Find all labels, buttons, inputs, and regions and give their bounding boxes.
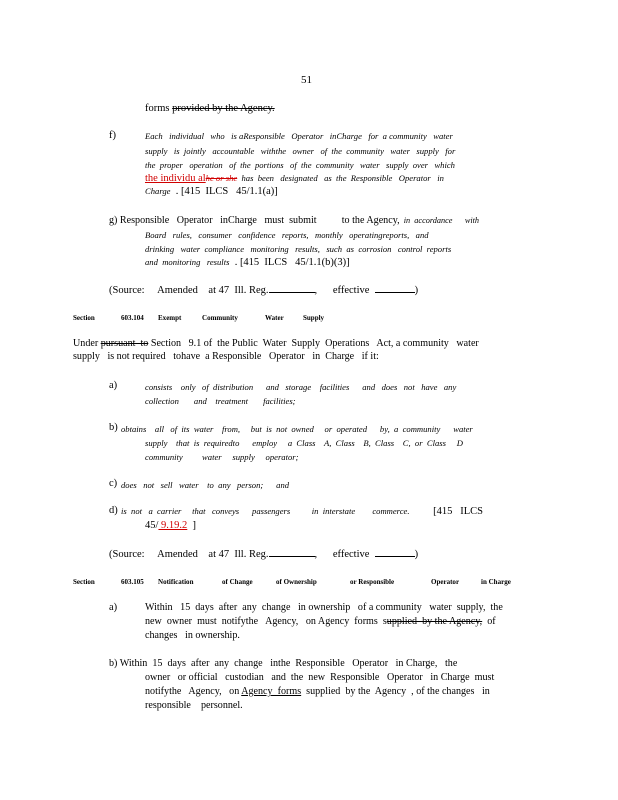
item-b2-line-4: responsible personnel. (145, 700, 243, 711)
page-number: 51 (301, 74, 312, 86)
item-a2-line-1: Within 15 days after any change in ownership of a community water supply, the (145, 602, 503, 613)
section-105-word-5: of Ownership (276, 577, 317, 586)
under-word: Under (73, 338, 101, 349)
item-a2-line-3: changes in ownership. (145, 630, 240, 641)
effective-blank (375, 547, 415, 557)
section-104-word-6: Supply (303, 313, 325, 322)
item-g-line-3: drinking water compliance monitoring results, such as corrosion control reports (145, 244, 452, 254)
source-note-1 (109, 283, 418, 297)
deleted-text: he or she (205, 173, 238, 183)
item-a2-line-2-end: of (482, 616, 496, 627)
section-104-word-5: Water (265, 313, 284, 322)
item-g-citation: . [415 ILCS 45/1.1(b)(3)] (229, 257, 350, 268)
under-line-2: supply is not required tohave a Responsible Operator in Charge if it: (73, 351, 379, 362)
register-blank (269, 547, 315, 557)
section-104-word-1: Section (73, 313, 95, 322)
item-d1-line-1 (121, 505, 483, 518)
item-f-line-5 (145, 185, 278, 198)
item-b2-line-3-text: notifythe Agency, on (145, 686, 242, 697)
item-a2-line-2 (145, 616, 496, 628)
item-b1-line-3: community water supply operator; (145, 452, 299, 462)
item-b2-line-3 (145, 686, 490, 698)
item-g-line-2: Board rules, consumer confidence reports, monthly operatingreports, and (145, 230, 429, 240)
source-suffix: ) (414, 285, 419, 296)
section-105-word-4: of Change (222, 577, 253, 586)
source-prefix: (Source: Amended at 47 Ill. Reg. (109, 285, 269, 296)
item-g-line-4-italic: and monitoring results (145, 257, 230, 267)
item-f-line-4 (145, 172, 444, 185)
item-f-label: f) (109, 130, 116, 141)
item-d1-line-2 (145, 520, 196, 532)
item-d1-cite-suffix: ] (187, 520, 197, 531)
source-suffix: ) (414, 549, 419, 560)
item-d1-italic: is not a carrier that conveys passengers in interstate commerce. (121, 506, 410, 516)
inserted-text: the individu al (145, 173, 206, 184)
under-line-1-rest: Section 9.1 of the Public Water Supply Operations Act, a community water (148, 338, 479, 349)
item-b1-line-2: supply that is requiredto employ a Class A, Class B, Class C, or Class D (145, 438, 463, 448)
forms-text: forms (145, 103, 173, 114)
deleted-text: upplied by the Agency, (386, 616, 483, 627)
section-105-word-1: Section (73, 577, 95, 586)
item-g-line-4 (145, 256, 350, 269)
deleted-text: pursuant to (100, 338, 149, 349)
item-a1-line-2: collection and treatment facilities; (145, 396, 296, 406)
source-prefix: (Source: Amended at 47 Ill. Reg. (109, 549, 269, 560)
item-f-line-1: Each individual who is aResponsible Operator inCharge for a community water (145, 131, 453, 141)
item-f-citation: . [415 ILCS 45/1.1(a)] (170, 186, 278, 197)
source-middle: , effective (314, 549, 375, 560)
item-f-line-3: the proper operation of the portions of the community water supply over which (145, 160, 455, 170)
section-105-word-7: Operator (431, 577, 460, 586)
item-b2-line-1: b) Within 15 days after any change inthe Responsible Operator in Charge, the (109, 658, 458, 669)
section-105-number: 603.105 (121, 577, 144, 586)
section-105-word-8: in Charge (481, 577, 511, 586)
item-c1-line-1: does not sell water to any person; and (121, 480, 290, 490)
item-d1-citation: [415 ILCS (409, 506, 483, 517)
item-b1-line-1: obtains all of its water from, but is not owned or operated by, a community water (121, 424, 473, 434)
item-d1-cite-prefix: 45/ (145, 520, 159, 531)
under-line-1 (73, 338, 479, 350)
deleted-text: provided by the Agency. (172, 103, 275, 114)
section-104-number: 603.104 (121, 313, 144, 322)
section-105-word-3: Notification (158, 577, 194, 586)
item-b2-line-2: owner or official custodian and the new Responsible Operator in Charge must (145, 672, 495, 683)
forms-line (145, 103, 275, 115)
item-b2-line-3-end: supplied by the Agency , of the changes in (301, 686, 490, 697)
item-a2-label: a) (109, 602, 118, 613)
item-d1-label: d) (109, 505, 118, 516)
section-104-word-3: Exempt (158, 313, 182, 322)
item-a1-label: a) (109, 380, 118, 391)
source-middle: , effective (314, 285, 375, 296)
section-105-word-6: or Responsible (350, 577, 395, 586)
item-c1-label: c) (109, 478, 118, 489)
section-104-word-4: Community (202, 313, 238, 322)
item-a2-line-2-text: new owner must notifythe Agency, on Agency forms s (145, 616, 387, 627)
item-g-line-1-plain: g) Responsible Operator inCharge must submit to the Agency, (109, 215, 400, 226)
item-g-line-1 (109, 214, 479, 227)
item-a1-line-1: consists only of distribution and storage facilities and does not have any (145, 382, 457, 392)
item-b1-label: b) (109, 422, 118, 433)
register-blank (269, 283, 315, 293)
underlined-text: Agency forms (241, 686, 302, 697)
item-f-line-2: supply is jointly accountable withthe owner of the community water supply for (145, 146, 456, 156)
item-f-charge: Charge (145, 186, 171, 196)
source-note-2 (109, 547, 418, 561)
item-f-line-4-rest: has been designated as the Responsible Operator in (237, 173, 444, 183)
effective-blank (375, 283, 415, 293)
inserted-text: 9.19.2 (158, 520, 188, 531)
item-g-line-1-italic: in accordance with (399, 215, 480, 225)
